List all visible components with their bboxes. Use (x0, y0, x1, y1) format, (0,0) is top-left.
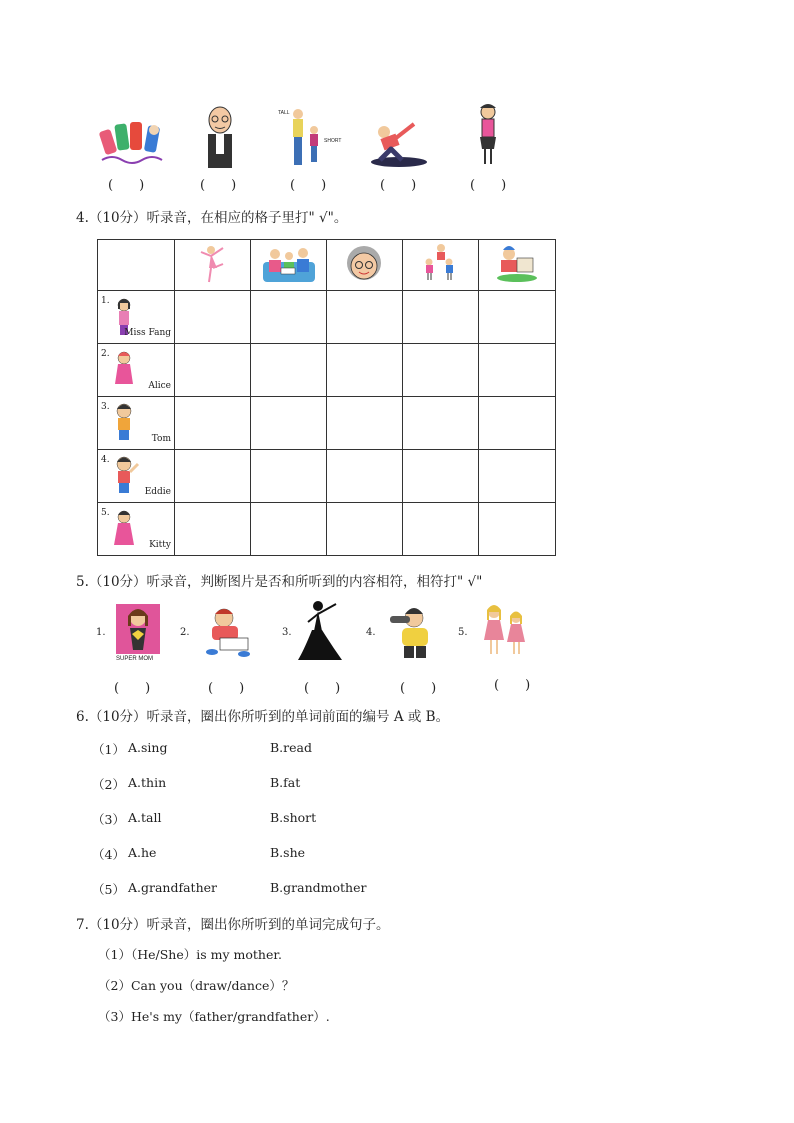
super-mom-caption: SUPER MOM (116, 656, 154, 662)
q6-option-b-1[interactable]: B.read (270, 740, 312, 755)
short-label: SHORT (324, 138, 342, 144)
top-paren-1[interactable]: ( ) (108, 178, 145, 193)
row-name: Alice (148, 381, 171, 391)
header-cell-1 (175, 240, 251, 291)
row-name: Tom (151, 434, 171, 444)
alice-icon (110, 348, 150, 392)
old-man-icon (198, 104, 242, 170)
row-label-cell-4 (98, 450, 175, 503)
girl-icon (474, 102, 502, 166)
answer-cell[interactable] (175, 397, 251, 450)
q4-answer-grid (97, 239, 556, 556)
answer-cell[interactable] (251, 450, 327, 503)
row-label-cell-1 (98, 291, 175, 344)
man-eating-icon (386, 604, 438, 662)
answer-cell[interactable] (403, 450, 479, 503)
answer-cell[interactable] (327, 503, 403, 556)
row-number: 5. (101, 508, 110, 518)
q5-paren-5[interactable]: ( ) (494, 678, 531, 693)
q7-sentence-2[interactable]: （2）Can you（draw/dance）？ (98, 978, 295, 993)
question-6-title: 6.（10分）听录音，圈出你所听到的单词前面的编号 A 或 B。 (76, 709, 450, 725)
top-paren-2[interactable]: ( ) (200, 178, 237, 193)
family-reading-icon (251, 240, 326, 286)
answer-cell[interactable] (403, 344, 479, 397)
answer-cell[interactable] (251, 397, 327, 450)
answer-cell[interactable] (175, 291, 251, 344)
question-7-title: 7.（10分）听录音，圈出你所听到的单词完成句子。 (76, 917, 390, 933)
q6-option-num-1: （1） (92, 742, 125, 757)
row-label-cell-2 (98, 344, 175, 397)
q5-paren-4[interactable]: ( ) (400, 681, 437, 696)
q6-option-num-3: （3） (92, 812, 125, 827)
q6-option-b-4[interactable]: B.she (270, 845, 306, 860)
top-paren-4[interactable]: ( ) (380, 178, 417, 193)
row-label-cell-3 (98, 397, 175, 450)
answer-cell[interactable] (251, 344, 327, 397)
q5-paren-2[interactable]: ( ) (208, 681, 245, 696)
row-number: 1. (101, 296, 110, 306)
answer-cell[interactable] (175, 450, 251, 503)
header-cell-2 (251, 240, 327, 291)
boy-drawing-icon (202, 604, 254, 658)
answer-cell[interactable] (327, 397, 403, 450)
answer-cell[interactable] (251, 503, 327, 556)
q6-option-a-2[interactable]: A.thin (128, 775, 167, 790)
answer-cell[interactable] (479, 344, 556, 397)
header-cell-3 (327, 240, 403, 291)
row-number: 2. (101, 349, 110, 359)
header-cell-5 (479, 240, 556, 291)
q6-option-a-4[interactable]: A.he (128, 845, 157, 860)
answer-cell[interactable] (251, 291, 327, 344)
grandmother-face-icon (327, 240, 402, 286)
q5-paren-1[interactable]: ( ) (114, 681, 151, 696)
q5-item-number-4: 4. (366, 627, 376, 638)
q5-item-number-5: 5. (458, 627, 468, 638)
tall-short-icon (278, 106, 344, 168)
answer-cell[interactable] (479, 503, 556, 556)
tom-icon (110, 401, 150, 445)
answer-cell[interactable] (175, 503, 251, 556)
answer-cell[interactable] (403, 291, 479, 344)
top-paren-5[interactable]: ( ) (470, 178, 507, 193)
answer-cell[interactable] (327, 344, 403, 397)
q6-option-b-5[interactable]: B.grandmother (270, 880, 367, 895)
grid-corner-cell (98, 240, 175, 291)
two-girls-icon (478, 602, 534, 662)
crayons-icon (96, 116, 174, 166)
header-cell-4 (403, 240, 479, 291)
answer-cell[interactable] (175, 344, 251, 397)
kitty-icon (110, 507, 150, 551)
q6-option-num-2: （2） (92, 777, 125, 792)
row-number: 4. (101, 455, 110, 465)
q6-option-num-5: （5） (92, 882, 125, 897)
answer-cell[interactable] (403, 397, 479, 450)
q6-option-b-3[interactable]: B.short (270, 810, 317, 825)
ballet-dancer-icon (175, 240, 250, 286)
row-number: 3. (101, 402, 110, 412)
q5-paren-3[interactable]: ( ) (304, 681, 341, 696)
q7-sentence-1[interactable]: （1）（He/She）is my mother. (98, 947, 282, 962)
q6-option-num-4: （4） (92, 847, 125, 862)
super-mom-icon (112, 602, 164, 664)
row-name: Eddie (144, 487, 171, 497)
q6-option-a-5[interactable]: A.grandfather (128, 880, 218, 895)
q5-item-number-2: 2. (180, 627, 190, 638)
boy-painting-icon (479, 240, 555, 286)
q6-option-a-3[interactable]: A.tall (128, 810, 162, 825)
dancing-boy-icon (368, 118, 430, 168)
q5-item-number-3: 3. (282, 627, 292, 638)
flamenco-dancer-icon (294, 598, 350, 664)
q5-item-number-1: 1. (96, 627, 106, 638)
row-label-cell-5 (98, 503, 175, 556)
question-5-title: 5.（10分）听录音，判断图片是否和所听到的内容相符，相符打" √" (76, 574, 483, 590)
q6-option-b-2[interactable]: B.fat (270, 775, 301, 790)
answer-cell[interactable] (479, 291, 556, 344)
q7-sentence-3[interactable]: （3）He's my（father/grandfather）. (98, 1009, 330, 1024)
answer-cell[interactable] (479, 450, 556, 503)
answer-cell[interactable] (479, 397, 556, 450)
family-icon (403, 240, 478, 286)
q6-option-a-1[interactable]: A.sing (128, 740, 168, 755)
answer-cell[interactable] (327, 450, 403, 503)
answer-cell[interactable] (403, 503, 479, 556)
tall-label: TALL (278, 110, 290, 116)
row-name: Miss Fang (124, 328, 171, 338)
row-name: Kitty (149, 540, 171, 550)
answer-cell[interactable] (327, 291, 403, 344)
question-4-title: 4.（10分）听录音，在相应的格子里打" √"。 (76, 210, 348, 226)
top-paren-3[interactable]: ( ) (290, 178, 327, 193)
